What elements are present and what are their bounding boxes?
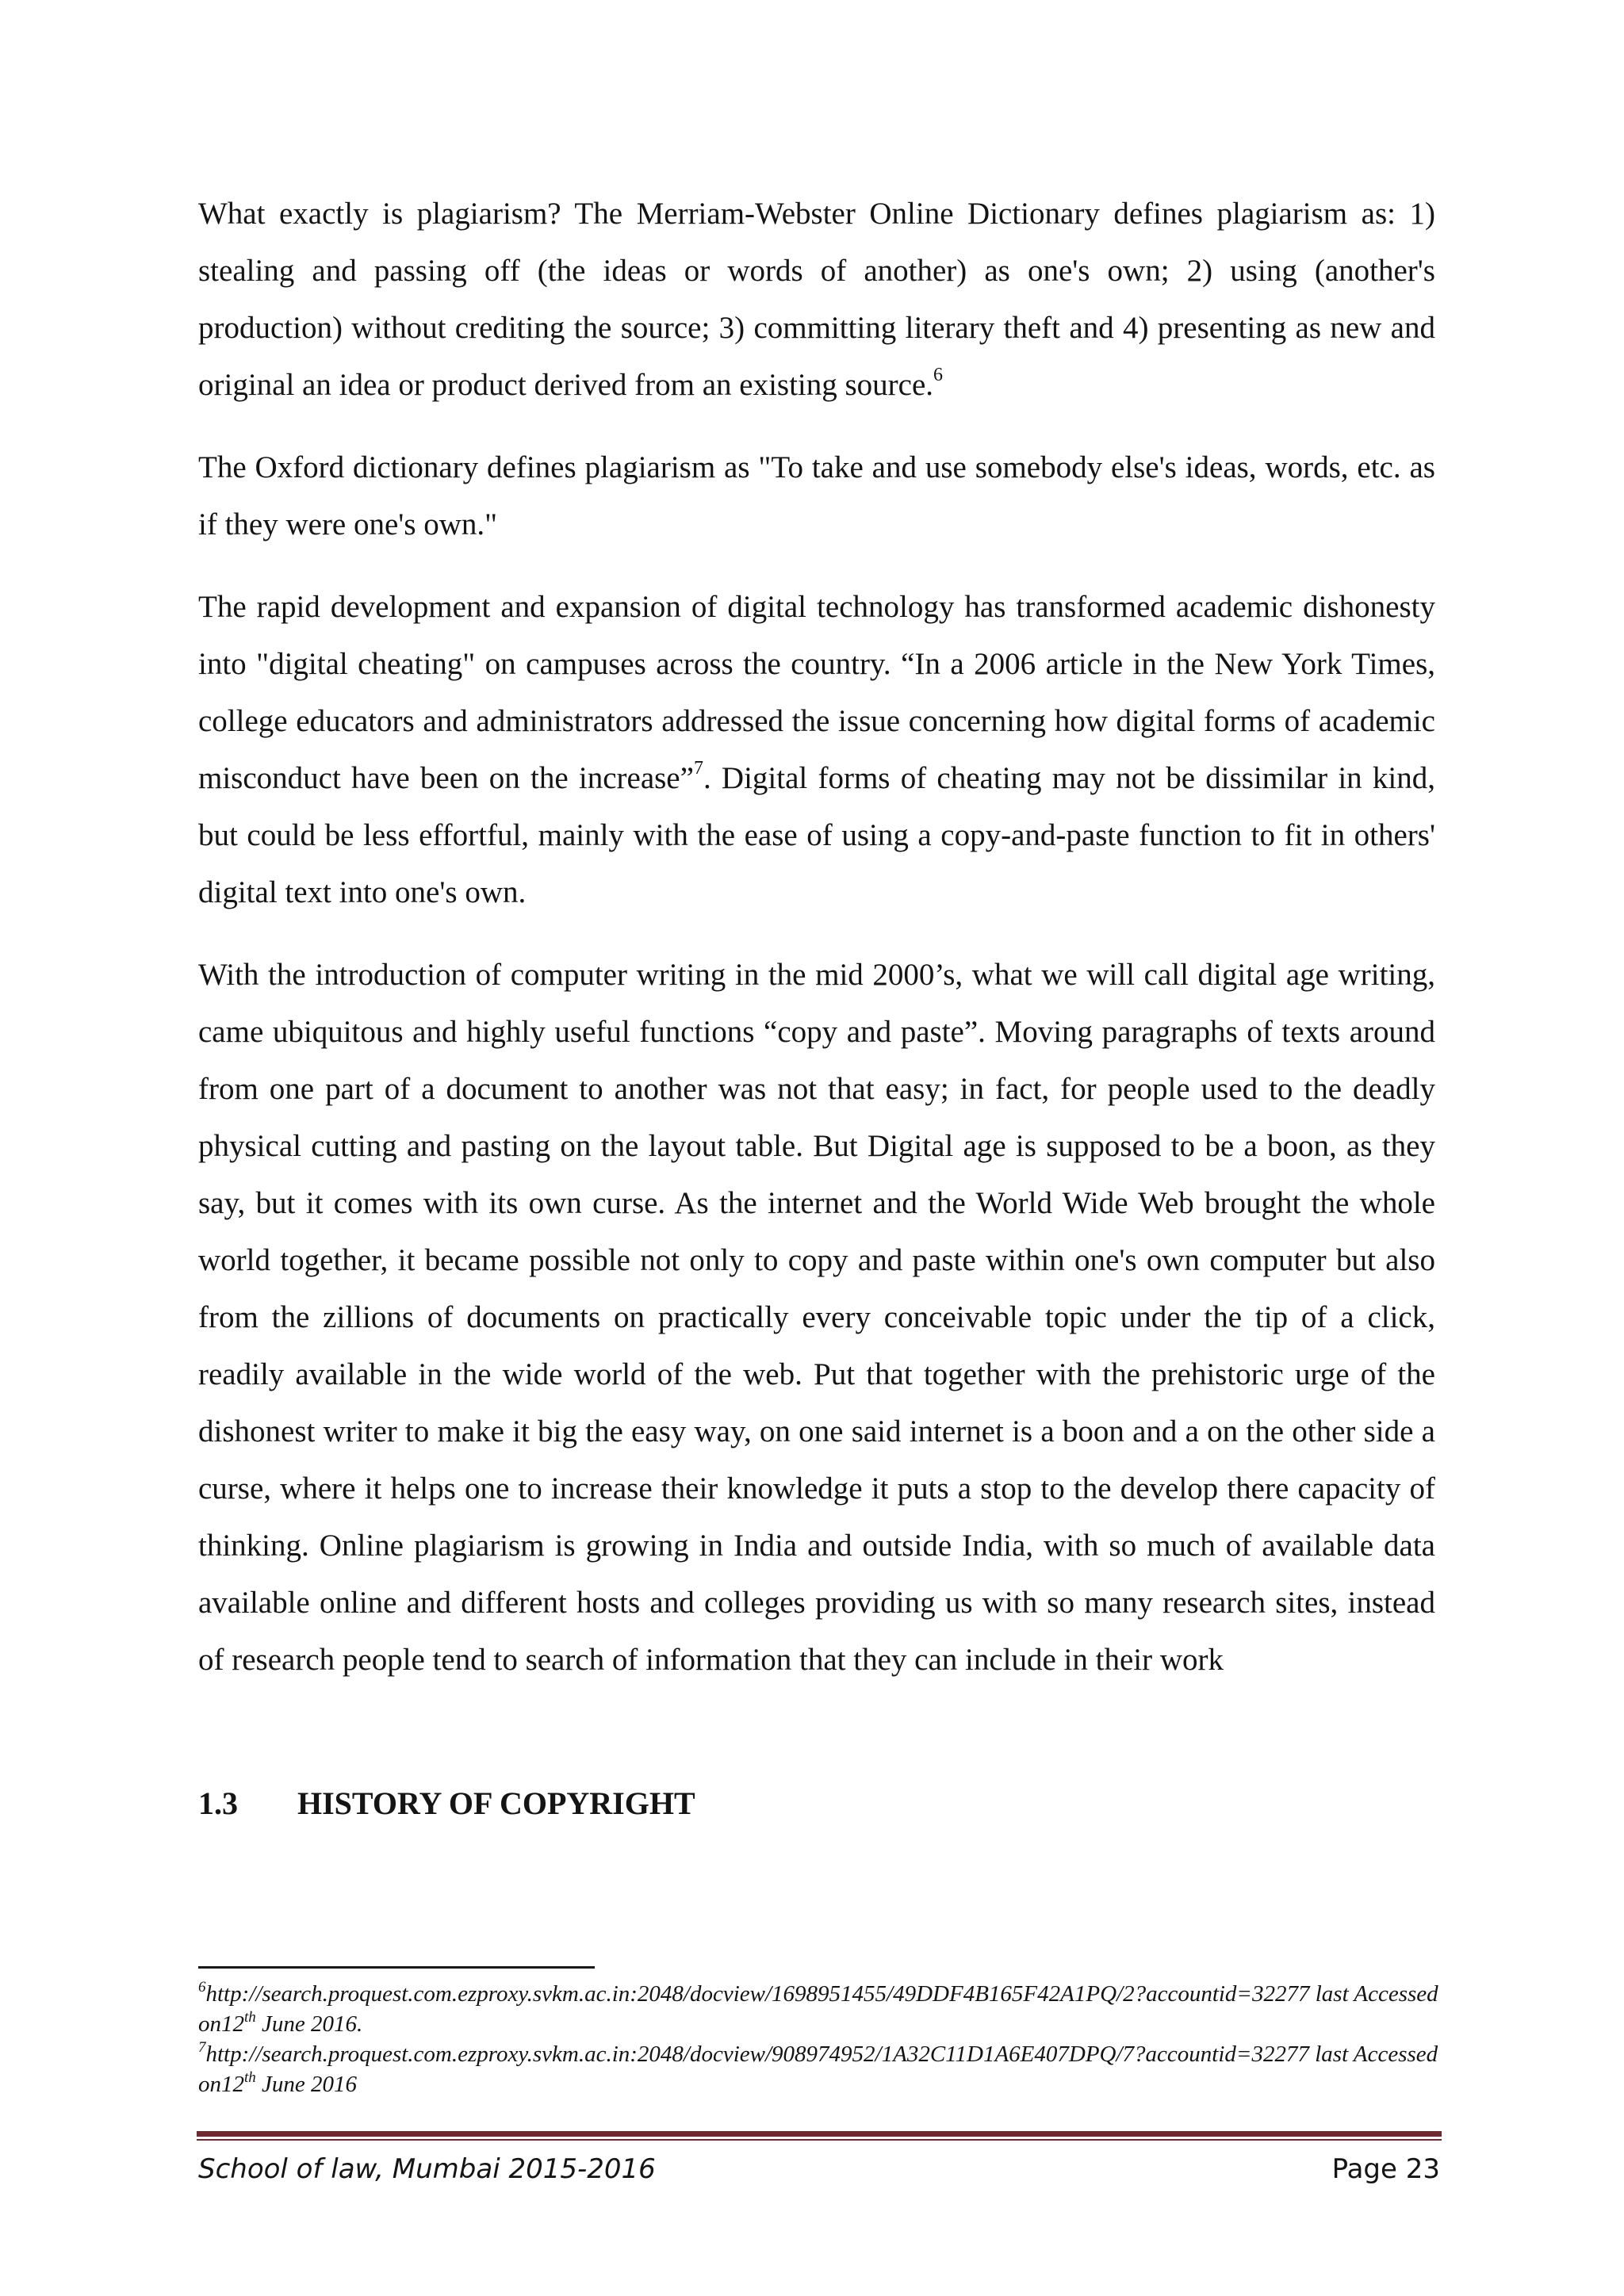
footnote-date: June 2016. [255,2011,363,2037]
footnote-7 [198,2039,1443,2099]
paragraph-digital-cheating [198,579,1435,921]
footnote-accessed: last Accessed on12 [198,2042,1438,2097]
footnote-ref[interactable]: 6 [933,365,944,385]
paragraph-text: With the introduction of computer writing in the mid 2000’s, what we will call digital age writing, came ubiquitous and highly useful functions “copy and paste”. Moving paragraphs of texts around from one part of a document to another was not that easy; in fact, for people used to the deadly physical cutting and pasting on the layout table. But Digital age is supposed to be a boon, as they say, but it comes with its own curse. As the internet and the World Wide Web brought the whole world together, it became possible not only to copy and paste within one's own computer but also from the zillions of documents on practically every conceivable topic under the tip of a click, readily available in the wide world of the web. Put that together with the prehistoric urge of the dishonest writer to make it big the easy way, on one said internet is a boon and a on the other side a curse, where it helps one to increase their knowledge it puts a stop to the develop there capacity of thinking. Online plagiarism is growing in India and outside India, with so much of available data available online and different hosts and colleges providing us with so many research sites, instead of research people tend to search of information that they can include in their work [198,958,1435,1677]
footer-school: School of law, Mumbai 2015-2016 [198,2153,656,2185]
paragraph-text: The Oxford dictionary defines plagiarism as "To take and use somebody else's ideas, words, etc. as if they were one's own." [198,450,1435,541]
paragraph-computer-writing [198,947,1435,1689]
footnote-url[interactable]: http://search.proquest.com.ezproxy.svkm.ac.in:2048/docview/1698951455/49DDF4B165F42A1PQ/2?accountid=32277 [205,1981,1310,2007]
footer-rule-thin [197,2139,1442,2141]
paragraph-text: The rapid development and expansion of digital technology has transformed academic dishonesty into "digital cheating" on campuses across the country. “In a 2006 article in the New York Times, college educators and administrators addressed the issue concerning how digital forms of academic misconduct have been on the increase” [198,590,1435,795]
paragraph-text: What exactly is plagiarism? The Merriam-Webster Online Dictionary defines plagiarism as: 1) stealing and passing off (the ideas or words of another) as one's own; 2) using (another's production) without crediting the source; 3) committing literary theft and 4) presenting as new and original an idea or product derived from an existing source. [198,197,1435,402]
paragraph-oxford-definition [198,439,1435,553]
section-number: 1.3 [198,1785,238,1821]
footnotes [198,1979,1443,2099]
footnote-url[interactable]: http://search.proquest.com.ezproxy.svkm.ac.in:2048/docview/908974952/1A32C11D1A6E407DPQ/7?accountid=32277 [205,2042,1309,2067]
body-text [198,186,1435,1714]
footnote-ref[interactable]: 7 [693,758,703,779]
page-footer [198,2150,1440,2188]
section-title: HISTORY OF COPYRIGHT [297,1785,695,1821]
page-number: Page 23 [1331,2153,1440,2185]
paragraph-text-continued: . Digital forms of cheating may not be dissimilar in kind, but could be less effortful, mainly with the ease of using a copy-and-paste function to fit in others' digital text into one's own. [198,761,1435,909]
footnote-number: 7 [198,2039,206,2056]
paragraph-plagiarism-definition [198,186,1435,414]
footnote-ordinal: th [244,2009,256,2026]
footnote-accessed: last Accessed on12 [198,1981,1438,2037]
footnote-date: June 2016 [255,2072,358,2097]
footnote-ordinal: th [244,2069,256,2086]
footnote-number: 6 [198,1979,206,1996]
footnote-6 [198,1979,1443,2039]
section-heading [198,1780,695,1827]
footer-rule [197,2131,1442,2137]
footnote-separator [198,1966,595,1969]
